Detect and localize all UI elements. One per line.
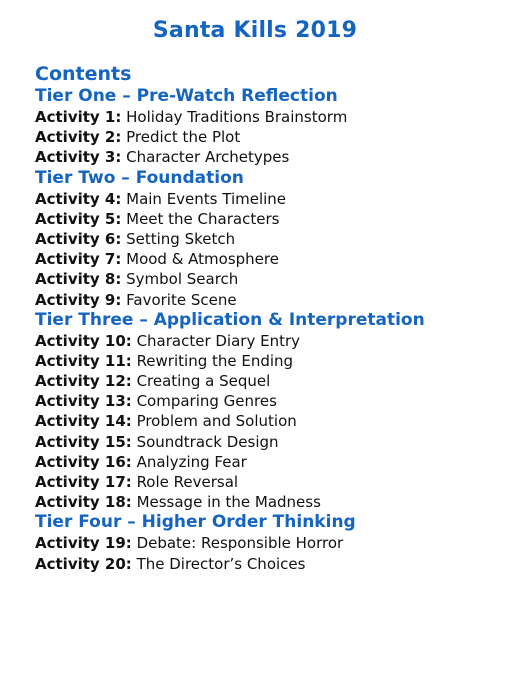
activity-item <box>35 554 505 574</box>
activity-item <box>35 189 505 209</box>
activity-item <box>35 432 505 452</box>
activity-number: Activity 10: <box>35 331 132 350</box>
activity-title: Message in the Madness <box>136 493 321 512</box>
contents-heading: Contents <box>35 63 132 85</box>
activity-title: Favorite Scene <box>126 290 237 309</box>
activity-item <box>35 127 505 147</box>
activity-item <box>35 269 505 289</box>
activity-title: Creating a Sequel <box>136 372 271 391</box>
activity-title: Predict the Plot <box>126 128 241 147</box>
activity-item <box>35 411 505 431</box>
activity-title: The Director’s Choices <box>136 554 306 573</box>
activity-title: Meet the Characters <box>126 209 280 228</box>
activity-number: Activity 5: <box>35 209 122 228</box>
tier-section <box>35 512 505 573</box>
activity-title: Role Reversal <box>136 473 239 491</box>
tier-heading: Tier One – Pre-Watch Reflection <box>35 86 338 106</box>
activity-number: Activity 3: <box>35 148 122 167</box>
tier-section <box>35 86 505 168</box>
activity-number: Activity 6: <box>35 229 122 248</box>
activity-item <box>35 492 505 512</box>
activity-number: Activity 4: <box>35 189 122 208</box>
activity-number: Activity 9: <box>35 290 122 309</box>
activity-number: Activity 2: <box>35 128 122 147</box>
document-title: Santa Kills 2019 <box>152 18 358 43</box>
tier-heading: Tier Four – Higher Order Thinking <box>35 512 356 533</box>
activity-title: Setting Sketch <box>126 229 236 248</box>
activity-item <box>35 533 505 553</box>
activity-title: Character Archetypes <box>126 148 290 167</box>
activity-number: Activity 13: <box>35 392 132 411</box>
activity-item <box>35 229 505 249</box>
activity-title: Holiday Traditions Brainstorm <box>126 108 348 126</box>
activity-item <box>35 107 505 127</box>
activity-number: Activity 11: <box>35 351 132 370</box>
activity-item <box>35 391 505 411</box>
activity-number: Activity 19: <box>35 534 132 553</box>
activity-item <box>35 472 505 492</box>
activity-number: Activity 1: <box>35 108 122 126</box>
activity-title: Mood & Atmosphere <box>126 250 279 269</box>
activity-number: Activity 20: <box>35 554 132 573</box>
tier-heading: Tier Three – Application & Interpretation <box>35 309 425 330</box>
activity-number: Activity 12: <box>35 372 132 391</box>
activity-item <box>35 290 505 310</box>
tier-heading: Tier Two – Foundation <box>35 167 244 188</box>
activity-title: Debate: Responsible Horror <box>136 534 344 553</box>
activity-title: Problem and Solution <box>136 412 297 431</box>
activity-item <box>35 147 505 167</box>
tier-section <box>35 310 505 513</box>
activity-number: Activity 18: <box>35 493 132 512</box>
table-of-contents <box>35 62 505 574</box>
tier-section <box>35 168 505 310</box>
activity-number: Activity 16: <box>35 452 132 471</box>
activity-number: Activity 17: <box>35 473 132 491</box>
activity-number: Activity 7: <box>35 250 122 269</box>
activity-number: Activity 15: <box>35 432 132 451</box>
activity-title: Comparing Genres <box>136 392 277 411</box>
activity-title: Symbol Search <box>126 270 239 289</box>
activity-item <box>35 452 505 472</box>
activity-item <box>35 331 505 351</box>
activity-title: Soundtrack Design <box>136 432 279 451</box>
activity-item <box>35 209 505 229</box>
activity-title: Rewriting the Ending <box>136 351 294 370</box>
activity-number: Activity 14: <box>35 412 132 431</box>
activity-title: Character Diary Entry <box>136 331 301 350</box>
activity-item <box>35 351 505 371</box>
activity-number: Activity 8: <box>35 270 122 289</box>
activity-item <box>35 371 505 391</box>
activity-item <box>35 249 505 269</box>
activity-title: Analyzing Fear <box>136 452 247 471</box>
activity-title: Main Events Timeline <box>126 189 287 208</box>
